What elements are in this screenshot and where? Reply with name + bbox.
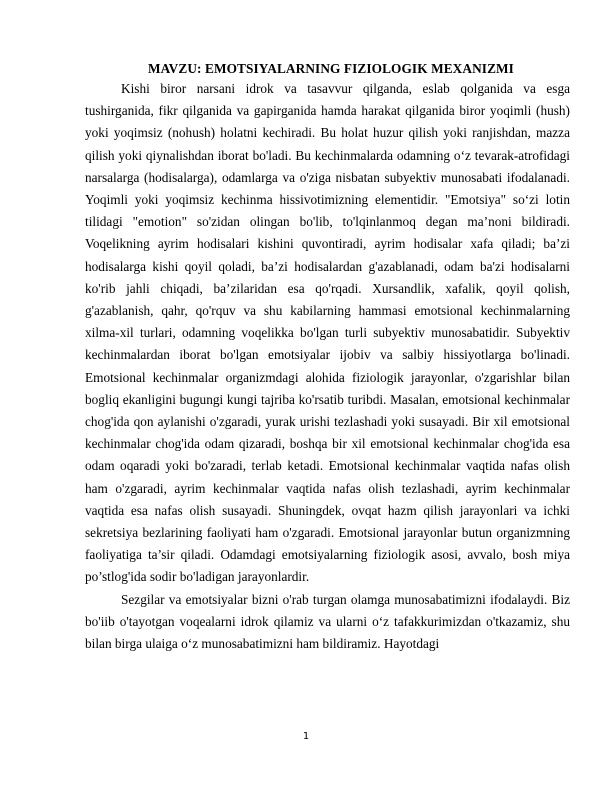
paragraph-1: Kishi biror narsani idrok va tasavvur qilganda, eslab qolganida va esga tushirganida, fikr qilganida va gapirganida hamda harakat qilganida biror yoqimli (hush) yoki yoqimsiz (nohush) holatni kechiradi. Bu holat huzur qilish yoki ranjishdan, mazza qilish yoki qiynalishdan iborat bo'ladi. Bu kechinmalarda odamning o‘z tevarak-atrofidagi narsalarga (hodisalarga), odamlarga va o'ziga nisbatan subyektiv munosabati ifodalanadi. Yoqimli yoki yoqimsiz kechinma hissivotimizning elementidir. "Emotsiya" so‘zi lotin tilidagi "emotion" so'zidan olingan bo'lib, to'lqinlanmoq degan ma’noni bildiradi. Voqelikning ayrim hodisalari kishini quvontiradi, ayrim hodisalar xafa qiladi; ba’zi hodisalarga kishi qoyil qoladi, ba’zi hodisalardan g'azablanadi, odam ba'zi hodisalarni ko'rib jahli chiqadi, ba’zilaridan esa qo'rqadi. Xursandlik, xafalik, qoyil qolish, g'azablanish, qahr, qo'rquv va shu kabilarning hammasi emotsional kechinmalarning xilma-xil turlari, odamning voqelikka bo'lgan turli subyektiv munosabatidir. Subyektiv kechinmalardan iborat bo'lgan emotsiyalar ijobiv va salbiy hissiyotlarga bo'linadi. Emotsional kechinmalar organizmdagi alohida fiziologik jarayonlar, o'zgarishlar bilan bogliq ekanligini bugungi kungi tajriba ko'rsatib turibdi. Masalan, emotsional kechinmalar chog'ida qon aylanishi o'zgaradi, yurak urishi tezlashadi yoki susayadi. Bir xil emotsional kechinmalar chog'ida odam qizaradi, boshqa bir xil emotsional kechinmalar chog'ida esa odam oqaradi yoki bo'zaradi, terlab ketadi. Emotsional kechinmalar vaqtida nafas olish ham o'zgaradi, ayrim kechinmalar vaqtida nafas olish tezlashadi, ayrim kechinmalar vaqtida esa nafas olish susayadi. Shuningdek, ovqat hazm qilish jarayonlari va ichki sekretsiya bezlarining faoliyati ham o'zgaradi. Emotsional jarayonlar butun organizmning faoliyatiga ta’sir qiladi. Odamdagi emotsiyalarning fiziologik asosi, avvalo, bosh miya po’stlog'ida sodir bo'ladigan jarayonlardir.: [85, 81, 570, 585]
document-title: MAVZU: EMOTSIYALARNING FIZIOLOGIK MEXANIZMI: [148, 61, 514, 76]
document-body: [85, 78, 570, 655]
page-number: 1: [302, 731, 310, 742]
paragraph-2: Sezgilar va emotsiyalar bizni o'rab turgan olamga munosabatimizni ifodalaydi. Biz bo'iib o'tayotgan voqealarni idrok qilamiz va ularni o‘z tafakkurimizdan o'tkazamiz, shu bilan birga ulaiga o‘z munosabatimizni ham bildiramiz. Hayotdagi: [85, 591, 570, 652]
